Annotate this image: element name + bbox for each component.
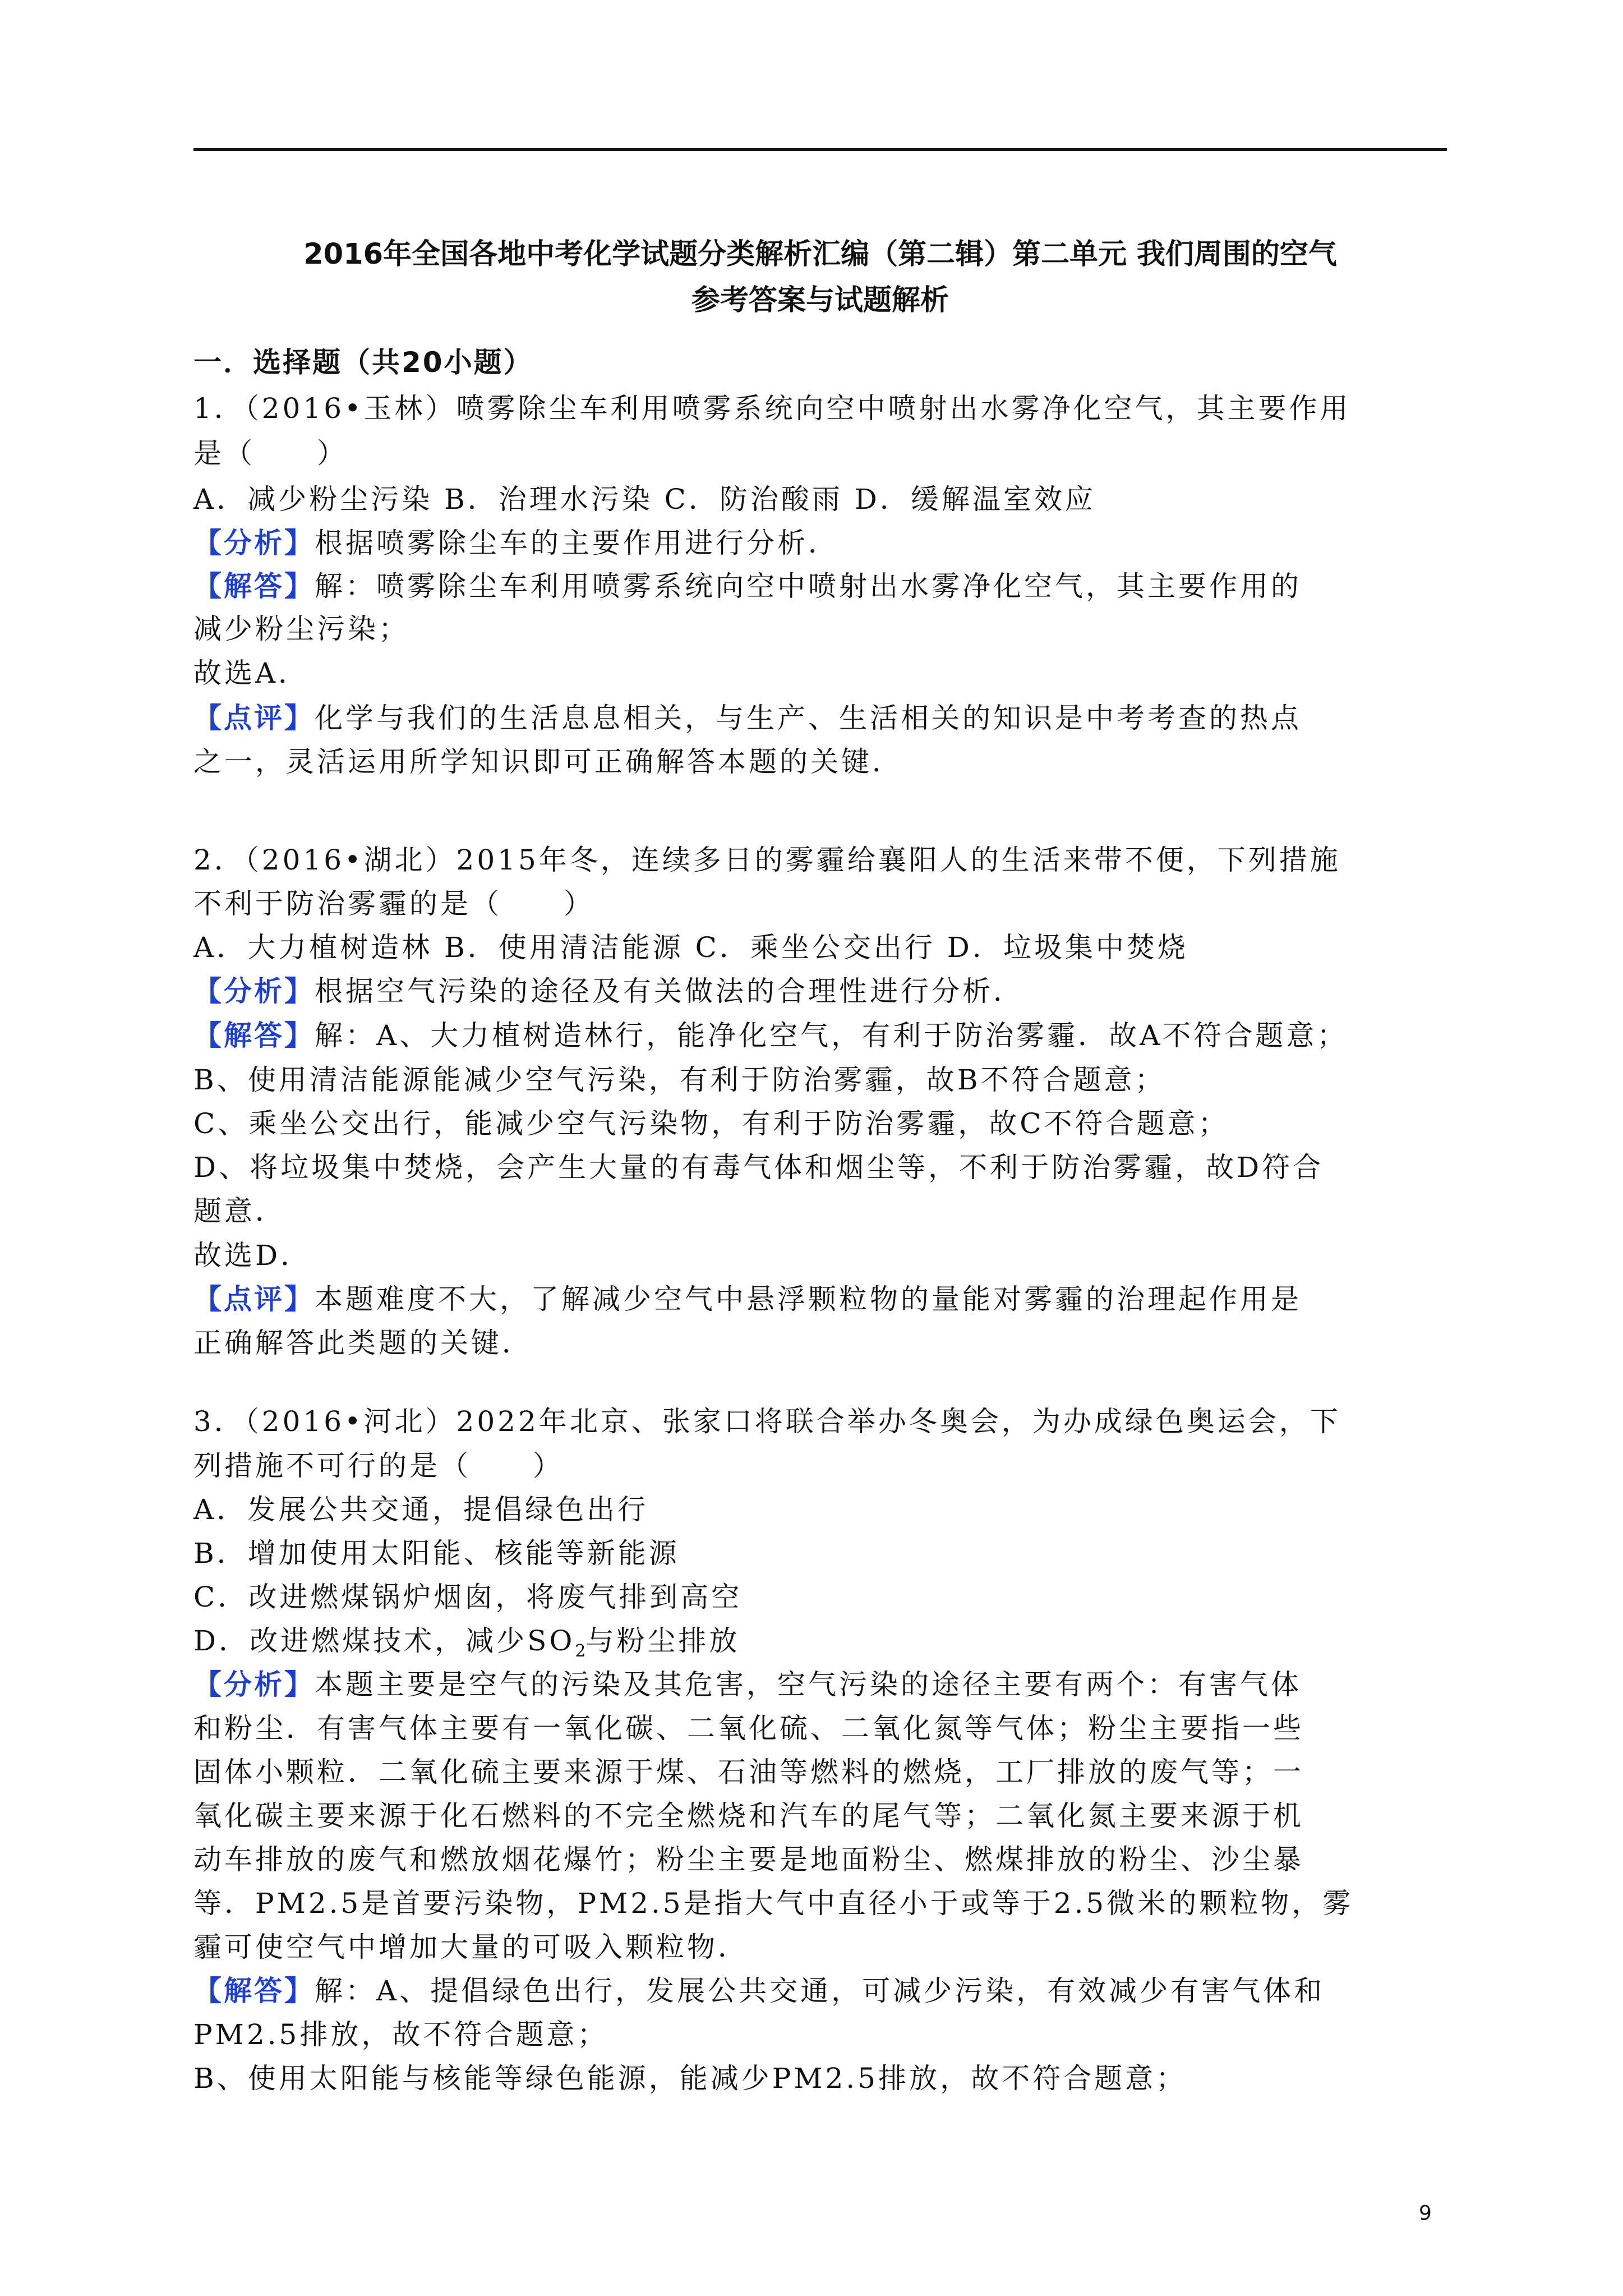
- section-heading: 一．选择题（共20小题）: [193, 346, 533, 379]
- q2-answer-line4: D、将垃圾集中焚烧，会产生大量的有毒气体和烟尘等，不利于防治雾霾，故D符合: [193, 1151, 1324, 1184]
- q1-comment-line1: [193, 696, 1302, 740]
- q1-comment-line2: 之一，灵活运用所学知识即可正确解答本题的关键．: [193, 746, 903, 778]
- analysis-tag: 【分析】: [193, 974, 315, 1007]
- q2-comment-text1: 本题难度不大，了解减少空气中悬浮颗粒物的量能对雾霾的治理起作用是: [315, 1283, 1302, 1315]
- q2-options: A．大力植树造林 B．使用清洁能源 C．乘坐公交出行 D．垃圾集中焚烧: [193, 931, 1188, 964]
- q2-analysis-text: 根据空气污染的途径及有关做法的合理性进行分析．: [315, 975, 1024, 1007]
- q3-analysis-line5: 动车排放的废气和燃放烟花爆竹；粉尘主要是地面粉尘、燃煤排放的粉尘、沙尘暴: [193, 1843, 1304, 1876]
- q1-stem-line2: 是（ ）: [193, 437, 348, 470]
- q3-analysis-text1: 本题主要是空气的污染及其危害，空气污染的途径主要有两个：有害气体: [315, 1668, 1302, 1701]
- q3-analysis-line1: [193, 1662, 1302, 1707]
- q1-answer-line2: 减少粉尘污染；: [193, 613, 409, 645]
- q2-answer-line2: B、使用清洁能源能减少空气污染，有利于防治雾霾，故B不符合题意；: [193, 1064, 1166, 1096]
- q3-analysis-line3: 固体小颗粒．二氧化硫主要来源于煤、石油等燃料的燃烧，工厂排放的废气等；一: [193, 1756, 1304, 1788]
- q2-choice: 故选D．: [193, 1239, 312, 1272]
- q3-analysis-line7: 霾可使空气中增加大量的可吸入颗粒物．: [193, 1931, 749, 1963]
- q2-stem-line1: 2．（2016•湖北）2015年冬，连续多日的雾霾给襄阳人的生活来带不便，下列措施: [193, 844, 1341, 876]
- answer-tag: 【解答】: [193, 569, 315, 602]
- q3-option-b: B．增加使用太阳能、核能等新能源: [193, 1537, 680, 1570]
- q3-answer-line3: B、使用太阳能与核能等绿色能源，能减少PM2.5排放，故不符合题意；: [193, 2062, 1187, 2095]
- document-subtitle: 参考答案与试题解析: [691, 284, 949, 317]
- q2-answer-line5: 题意．: [193, 1195, 286, 1227]
- q3-option-c: C．改进燃煤锅炉烟囱，将废气排到高空: [193, 1581, 743, 1613]
- q1-options: A．减少粉尘污染 B．治理水污染 C．防治酸雨 D．缓解温室效应: [193, 483, 1096, 516]
- q2-answer-line1: [193, 1013, 1348, 1058]
- document-title: 2016年全国各地中考化学试题分类解析汇编（第二辑）第二单元 我们周围的空气: [303, 238, 1337, 271]
- q1-comment-text1: 化学与我们的生活息息相关，与生产、生活相关的知识是中考考查的热点: [315, 702, 1302, 734]
- q1-analysis-text: 根据喷雾除尘车的主要作用进行分析．: [315, 527, 839, 559]
- comment-tag: 【点评】: [193, 701, 315, 734]
- q2-stem-line2: 不利于防治雾霾的是（ ）: [193, 887, 594, 920]
- q3-answer-line1: [193, 1968, 1325, 2013]
- q3-option-a: A．发展公共交通，提倡绿色出行: [193, 1493, 649, 1526]
- analysis-tag: 【分析】: [193, 1668, 315, 1701]
- page-number: 9: [1419, 2202, 1432, 2225]
- q3-analysis-line2: 和粉尘．有害气体主要有一氧化碳、二氧化硫、二氧化氮等气体；粉尘主要指一些: [193, 1712, 1304, 1745]
- q2-comment-line2: 正确解答此类题的关键．: [193, 1327, 533, 1359]
- q3-option-d-text-end: 与粉尘排放: [585, 1625, 740, 1657]
- q1-stem-line1: 1．（2016•玉林）喷雾除尘车利用喷雾系统向空中喷射出水雾净化空气，其主要作用: [193, 392, 1351, 425]
- answer-tag: 【解答】: [193, 1974, 315, 2007]
- q3-option-d-subscript: 2: [575, 1641, 586, 1661]
- q1-answer-text1: 解：喷雾除尘车利用喷雾系统向空中喷射出水雾净化空气，其主要作用的: [315, 570, 1302, 602]
- q3-answer-line2: PM2.5排放，故不符合题意；: [193, 2018, 608, 2051]
- answer-tag: 【解答】: [193, 1019, 315, 1052]
- q3-analysis-line6: 等．PM2.5是首要污染物，PM2.5是指大气中直径小于或等于2.5微米的颗粒物，雾: [193, 1887, 1354, 1920]
- q1-answer-line1: [193, 564, 1302, 609]
- q3-option-d-text: D．改进燃煤技术，减少SO: [193, 1625, 575, 1657]
- q3-stem-line2: 列措施不可行的是（ ）: [193, 1450, 564, 1482]
- q2-answer-line3: C、乘坐公交出行，能减少空气污染物，有利于防治雾霾，故C不符合题意；: [193, 1107, 1229, 1140]
- q2-analysis: [193, 969, 1024, 1014]
- q3-stem-line1: 3．（2016•河北）2022年北京、张家口将联合举办冬奥会，为办成绿色奥运会，下: [193, 1405, 1341, 1438]
- q1-analysis: [193, 521, 839, 565]
- q1-choice: 故选A．: [193, 657, 310, 689]
- q2-answer-text1: 解：A、大力植树造林行，能净化空气，有利于防治雾霾．故A不符合题意；: [315, 1019, 1348, 1052]
- comment-tag: 【点评】: [193, 1282, 315, 1315]
- q2-comment-line1: [193, 1277, 1302, 1322]
- q3-answer-text1: 解：A、提倡绿色出行，发展公共交通，可减少污染，有效减少有害气体和: [315, 1975, 1325, 2007]
- q3-analysis-line4: 氧化碳主要来源于化石燃料的不完全燃烧和汽车的尾气等；二氧化氮主要来源于机: [193, 1800, 1304, 1832]
- top-rule: [193, 148, 1447, 151]
- analysis-tag: 【分析】: [193, 526, 315, 559]
